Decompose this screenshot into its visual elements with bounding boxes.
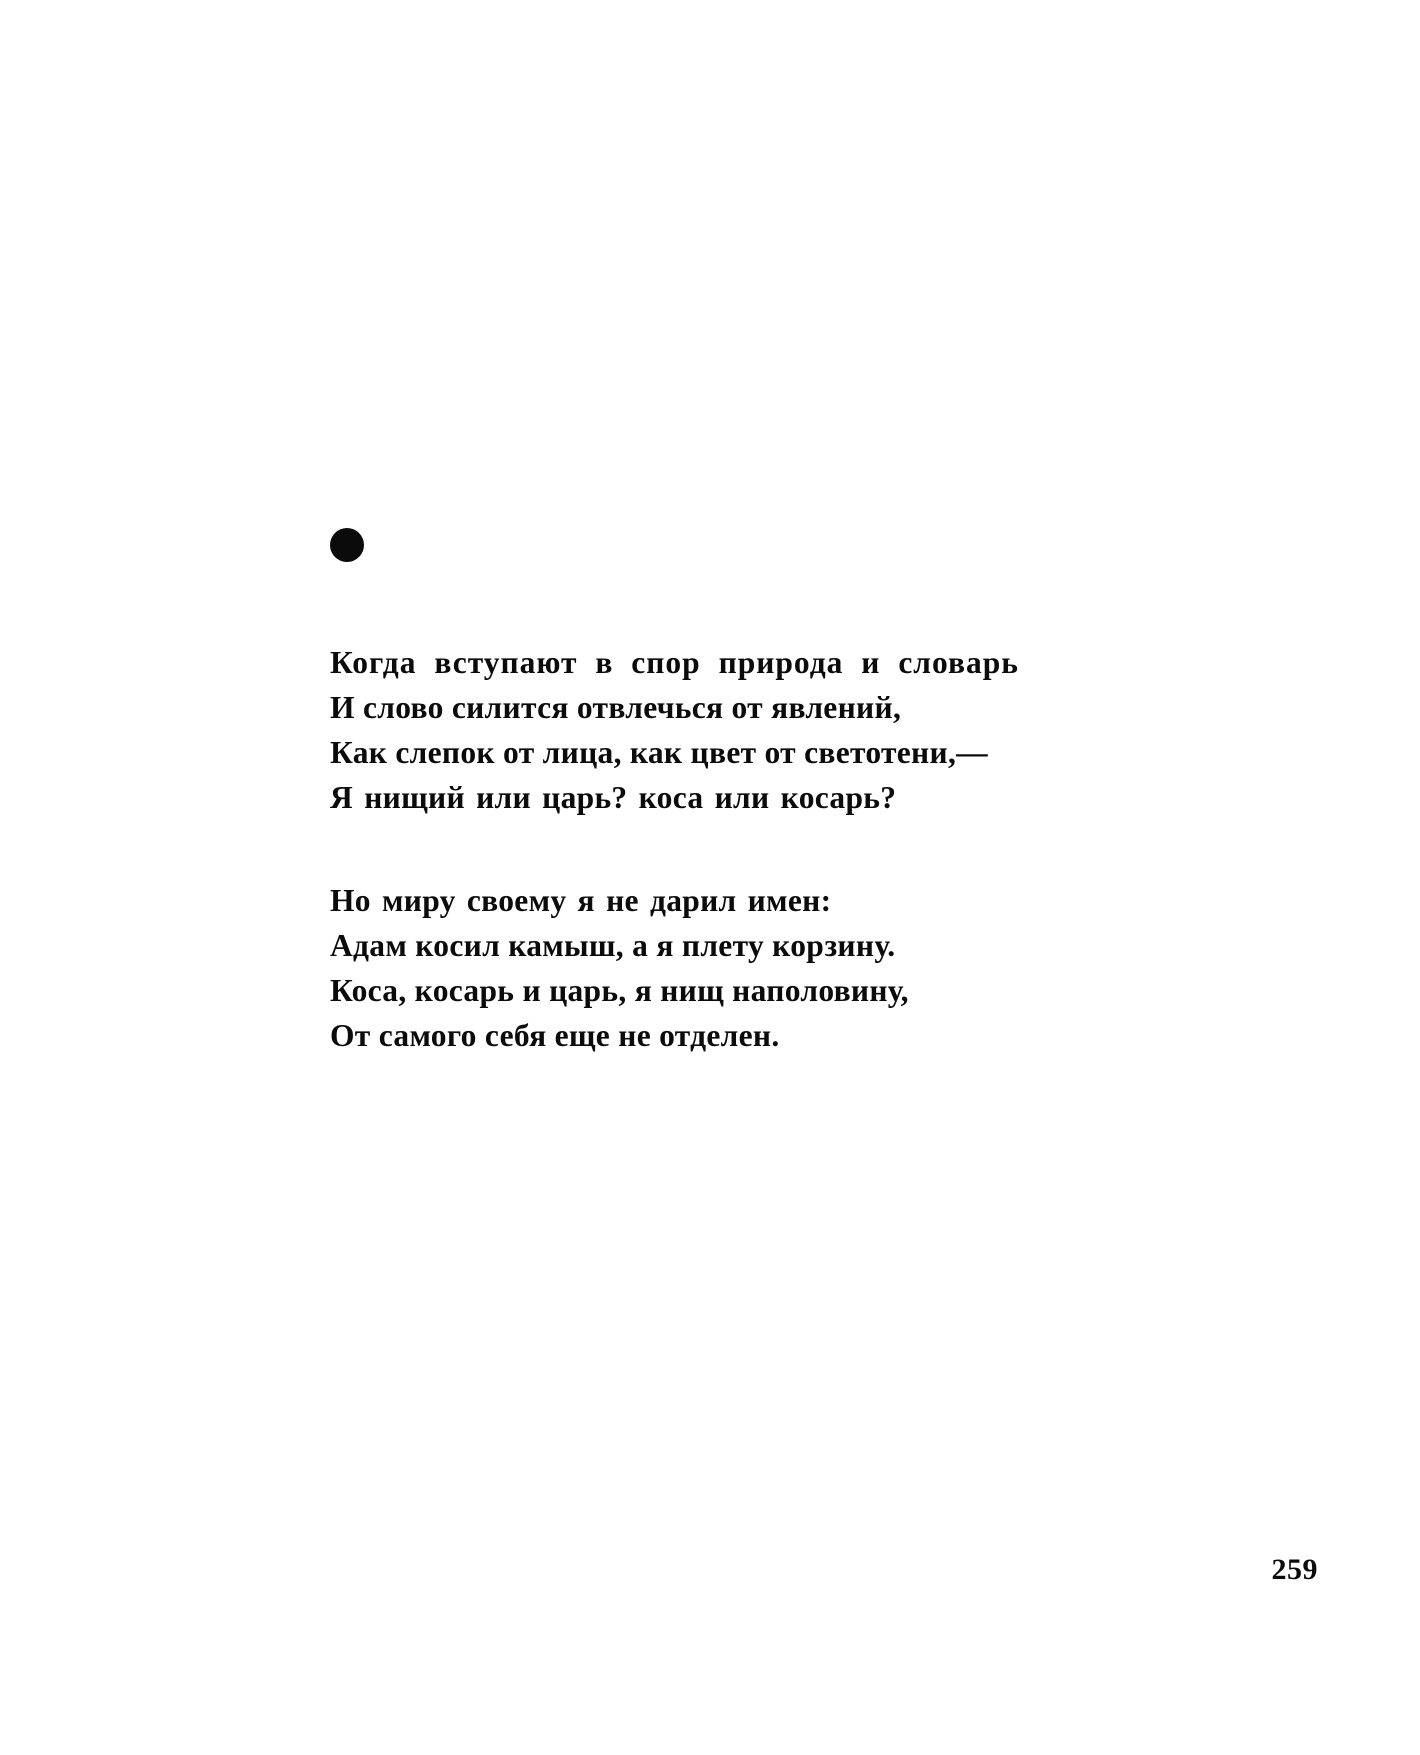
poem-line: Адам косил камыш, а я плету корзину.	[330, 928, 896, 963]
stanza	[330, 640, 1150, 820]
poem-line: И слово силится отвлечься от явлений,	[330, 690, 902, 725]
poem-line: Я нищий или царь? коса или косарь?	[330, 780, 897, 815]
stanza	[330, 878, 1150, 1058]
poem-line: Когда вступают в спор природа и словарь	[330, 645, 1019, 680]
poem-line: Коса, косарь и царь, я нищ наполовину,	[330, 973, 909, 1008]
page-number: 259	[1271, 1553, 1318, 1586]
poem-line: Но миру своему я не дарил имен:	[330, 883, 832, 918]
filled-circle-ornament-icon	[330, 528, 364, 562]
poem-line: От самого себя еще не отделен.	[330, 1018, 780, 1053]
poem-line: Как слепок от лица, как цвет от светотени,—	[330, 735, 988, 770]
poem-body	[330, 640, 1150, 1058]
